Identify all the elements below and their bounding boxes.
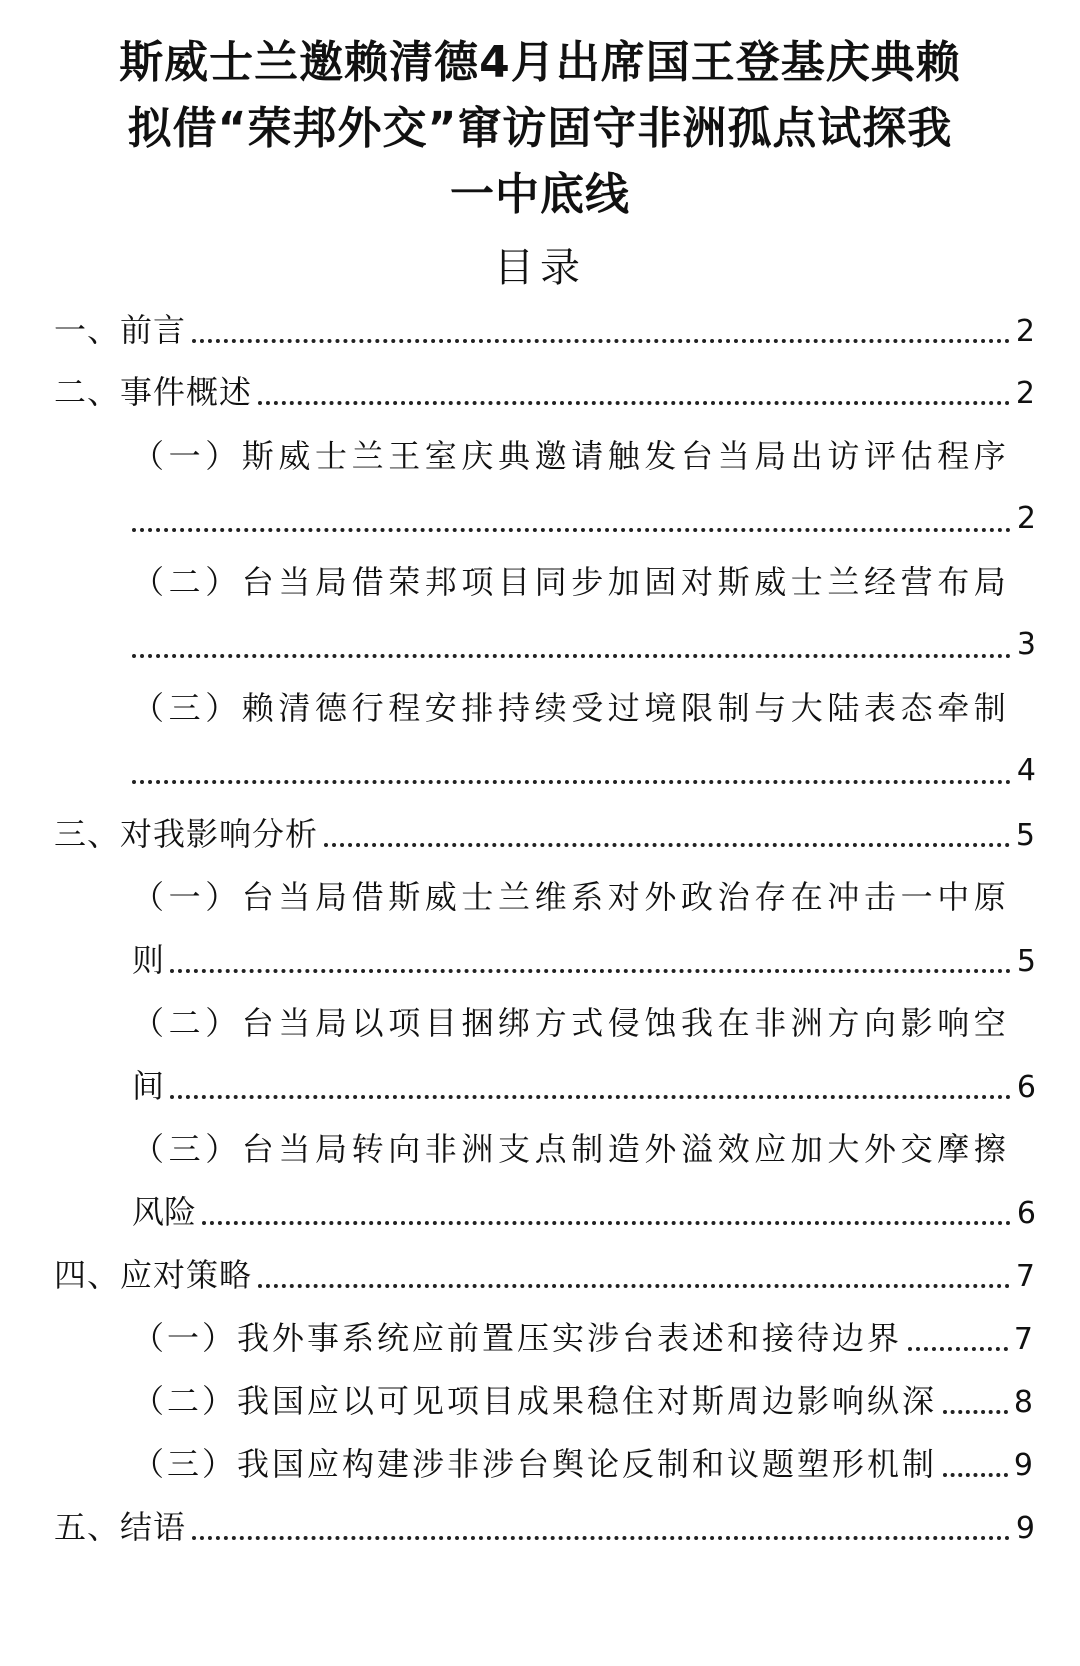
dot-leader — [170, 1094, 1011, 1099]
toc-page-number: 2 — [1015, 376, 1036, 411]
dot-leader — [132, 779, 1011, 784]
dot-leader — [908, 1346, 1008, 1351]
title-line-2: 拟借“荣邦外交”窜访固守非洲孤点试探我 — [127, 103, 953, 154]
toc-entry-label: （二）我国应以可见项目成果稳住对斯周边影响纵深 — [132, 1382, 938, 1420]
dot-leader — [943, 1409, 1008, 1414]
dot-leader — [170, 968, 1011, 973]
toc-entry-label: （三）我国应构建涉非涉台舆论反制和议题塑形机制 — [132, 1445, 938, 1483]
toc-entry-continuation — [132, 1064, 1036, 1108]
toc-entry-impact-analysis[interactable] — [54, 812, 1036, 856]
dot-leader — [258, 400, 1010, 405]
toc-page-number: 9 — [1013, 1448, 1036, 1483]
toc-entry-continuation — [132, 749, 1036, 793]
toc-entry-continuation — [132, 623, 1036, 667]
toc-entry-label: 一、前言 — [54, 311, 187, 349]
dot-leader — [132, 527, 1011, 532]
toc-entry-event-overview[interactable] — [54, 370, 1036, 414]
toc-entry-continuation — [132, 1190, 1036, 1234]
dot-leader — [324, 842, 1010, 847]
toc-entry-label: （三）赖清德行程安排持续受过境限制与大陆表态牵制 — [132, 689, 1011, 727]
toc-entry-countermeasures[interactable] — [54, 1253, 1036, 1297]
toc-page-number: 8 — [1013, 1385, 1036, 1420]
toc-entry-label: 四、应对策略 — [54, 1256, 253, 1294]
dot-leader — [258, 1283, 1010, 1288]
toc-entry-label: （三）台当局转向非洲支点制造外溢效应加大外交摩擦 — [132, 1130, 1011, 1168]
title-line-1: 斯威士兰邀赖清德4月出席国王登基庆典赖 — [119, 37, 961, 88]
toc-page-number: 5 — [1015, 818, 1036, 853]
toc-heading: 目录 — [494, 245, 586, 291]
toc-entry-preface[interactable] — [54, 308, 1036, 352]
toc-page-number: 6 — [1016, 1070, 1036, 1105]
title-line-3: 一中底线 — [450, 169, 630, 220]
toc-entry-label: （一）台当局借斯威士兰维系对外政治存在冲击一中原 — [132, 878, 1011, 916]
toc-entry-label: 二、事件概述 — [54, 373, 253, 411]
toc-entry-4-3[interactable] — [132, 1442, 1036, 1486]
toc-page-number: 5 — [1016, 944, 1036, 979]
toc-page-number: 7 — [1013, 1322, 1036, 1357]
toc-page-number: 9 — [1015, 1511, 1036, 1546]
toc-entry-continuation — [132, 497, 1036, 541]
toc-entry-label: 三、对我影响分析 — [54, 815, 319, 853]
toc-entry-label: （二）台当局以项目捆绑方式侵蚀我在非洲方向影响空 — [132, 1004, 1011, 1042]
toc-entry-4-1[interactable] — [132, 1316, 1036, 1360]
dot-leader — [202, 1220, 1011, 1225]
toc-page-number: 3 — [1016, 627, 1036, 662]
toc-entry-label-cont: 则 — [132, 941, 165, 979]
toc-entry-label-cont: 风险 — [132, 1193, 197, 1231]
dot-leader — [132, 653, 1011, 658]
toc-page-number: 2 — [1015, 314, 1036, 349]
toc-entry-4-2[interactable] — [132, 1379, 1036, 1423]
toc-page-number: 6 — [1016, 1196, 1036, 1231]
toc-entry-label: （一）我外事系统应前置压实涉台表述和接待边界 — [132, 1319, 903, 1357]
dot-leader — [943, 1472, 1008, 1477]
toc-entry-label: （一）斯威士兰王室庆典邀请触发台当局出访评估程序 — [132, 437, 1011, 475]
toc-entry-label-cont: 间 — [132, 1067, 165, 1105]
toc-entry-label: （二）台当局借荣邦项目同步加固对斯威士兰经营布局 — [132, 563, 1011, 601]
toc-page-number: 7 — [1015, 1259, 1036, 1294]
toc-entry-label: 五、结语 — [54, 1508, 187, 1546]
toc-page-number: 2 — [1016, 501, 1036, 536]
toc-entry-conclusion[interactable] — [54, 1505, 1036, 1549]
dot-leader — [192, 338, 1010, 343]
toc-entry-continuation — [132, 938, 1036, 982]
document-title — [40, 30, 1040, 228]
dot-leader — [192, 1535, 1010, 1540]
toc-page-number: 4 — [1016, 753, 1036, 788]
